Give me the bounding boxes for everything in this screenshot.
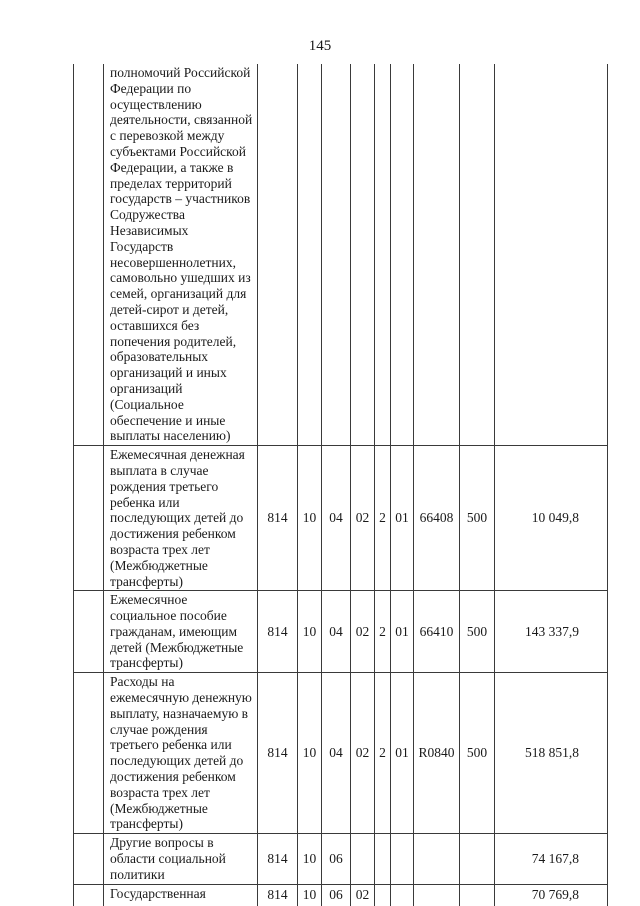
- expense-type-code: [460, 64, 495, 446]
- gov-code: 814: [258, 591, 298, 673]
- subprogram-code: [375, 884, 391, 906]
- direction-code: R0840: [414, 673, 460, 834]
- blank-cell: [74, 591, 104, 673]
- page-number: 145: [308, 38, 332, 54]
- table-row: [74, 834, 608, 884]
- section-code: 10: [298, 446, 322, 591]
- expense-name: Государственная: [104, 884, 258, 906]
- blank-cell: [74, 884, 104, 906]
- main-event-code: 01: [391, 673, 414, 834]
- amount: 74 167,8: [495, 834, 608, 884]
- subprogram-code: [375, 64, 391, 446]
- direction-code: [414, 884, 460, 906]
- subsection-code: 06: [322, 834, 351, 884]
- program-code: 02: [351, 446, 375, 591]
- expense-name: Ежемесячная денежная выплата в случае рождения третьего ребенка или последующих детей до достижения ребенком возраста трех лет (Межбюджетные трансферты): [104, 446, 258, 591]
- table-row: [74, 591, 608, 673]
- amount: 518 851,8: [495, 673, 608, 834]
- section-code: 10: [298, 673, 322, 834]
- main-event-code: [391, 884, 414, 906]
- direction-code: [414, 834, 460, 884]
- blank-cell: [74, 64, 104, 446]
- blank-cell: [74, 673, 104, 834]
- expense-type-code: [460, 884, 495, 906]
- gov-code: [258, 64, 298, 446]
- expense-name: Расходы на ежемесячную денежную выплату, назначаемую в случае рождения третьего ребенка или последующих детей до достижения ребенком возраста трех лет (Межбюджетные трансферты): [104, 673, 258, 834]
- subsection-code: [322, 64, 351, 446]
- amount: 70 769,8: [495, 884, 608, 906]
- main-event-code: [391, 834, 414, 884]
- subsection-code: 04: [322, 446, 351, 591]
- program-code: [351, 834, 375, 884]
- budget-table: [73, 64, 608, 906]
- program-code: 02: [351, 591, 375, 673]
- amount: 143 337,9: [495, 591, 608, 673]
- main-event-code: [391, 64, 414, 446]
- expense-name: Ежемесячное социальное пособие гражданам, имеющим детей (Межбюджетные трансферты): [104, 591, 258, 673]
- amount: 10 049,8: [495, 446, 608, 591]
- expense-name: Другие вопросы в области социальной политики: [104, 834, 258, 884]
- gov-code: 814: [258, 446, 298, 591]
- program-code: 02: [351, 884, 375, 906]
- gov-code: 814: [258, 884, 298, 906]
- subsection-code: 04: [322, 673, 351, 834]
- subprogram-code: [375, 834, 391, 884]
- table-row: [74, 884, 608, 906]
- direction-code: [414, 64, 460, 446]
- program-code: [351, 64, 375, 446]
- blank-cell: [74, 834, 104, 884]
- subprogram-code: 2: [375, 446, 391, 591]
- gov-code: 814: [258, 834, 298, 884]
- main-event-code: 01: [391, 591, 414, 673]
- section-code: 10: [298, 591, 322, 673]
- direction-code: 66408: [414, 446, 460, 591]
- section-code: [298, 64, 322, 446]
- subsection-code: 06: [322, 884, 351, 906]
- section-code: 10: [298, 834, 322, 884]
- subsection-code: 04: [322, 591, 351, 673]
- expense-type-code: 500: [460, 673, 495, 834]
- expense-name: полномочий Российской Федерации по осуществлению деятельности, связанной с перевозкой между субъектами Российской Федерации, а также в пределах территорий государств – участников Содружества Независимых Государств несовершеннолетних, самовольно ушедших из семей, организаций для детей-сирот и детей, оставшихся без попечения родителей, образовательных организаций и иных организаций (Социальное обеспечение и иные выплаты населению): [104, 64, 258, 446]
- section-code: 10: [298, 884, 322, 906]
- table-row: [74, 64, 608, 446]
- blank-cell: [74, 446, 104, 591]
- table-row: [74, 673, 608, 834]
- subprogram-code: 2: [375, 591, 391, 673]
- amount: [495, 64, 608, 446]
- program-code: 02: [351, 673, 375, 834]
- expense-type-code: 500: [460, 446, 495, 591]
- direction-code: 66410: [414, 591, 460, 673]
- expense-type-code: 500: [460, 591, 495, 673]
- table-row: [74, 446, 608, 591]
- main-event-code: 01: [391, 446, 414, 591]
- gov-code: 814: [258, 673, 298, 834]
- subprogram-code: 2: [375, 673, 391, 834]
- expense-type-code: [460, 834, 495, 884]
